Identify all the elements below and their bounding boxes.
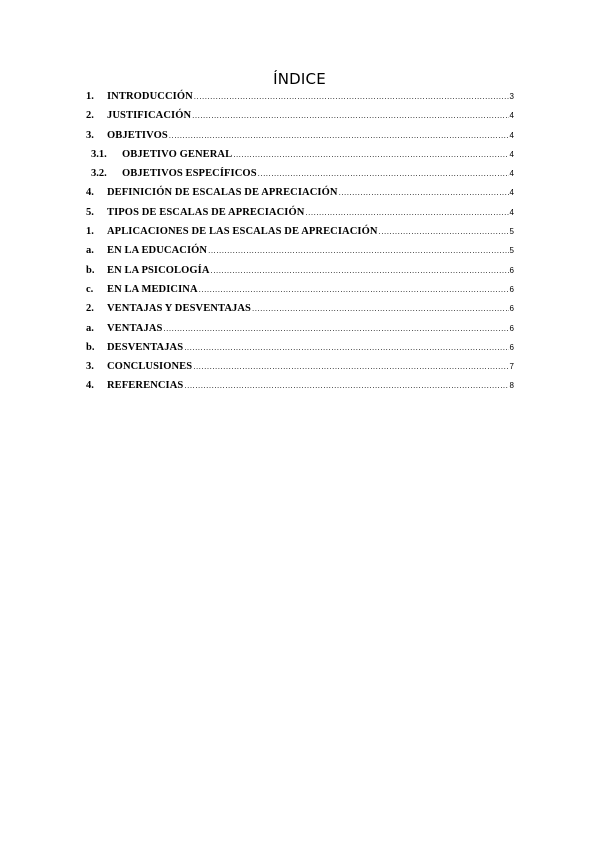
toc-entry-page: 4	[509, 188, 514, 198]
toc-entry-page: 3	[509, 92, 514, 101]
toc-entry-number: 3.	[86, 129, 94, 141]
toc-entry-label: CONCLUSIONES	[107, 361, 193, 373]
toc-entry-label: TIPOS DE ESCALAS DE APRECIACIÓN	[107, 206, 305, 218]
toc-entry-number: 2.	[86, 303, 94, 315]
dot-leader	[163, 324, 508, 333]
toc-entry-number: c.	[86, 283, 94, 295]
toc-entry-label: VENTAJAS Y DESVENTAJAS	[107, 303, 251, 315]
dot-leader	[194, 92, 509, 101]
dot-leader	[305, 208, 508, 217]
toc-entry-page: 4	[509, 207, 514, 217]
toc-entry-number: 4.	[86, 380, 94, 392]
dot-leader	[233, 150, 508, 159]
dot-leader	[192, 111, 508, 120]
dot-leader	[258, 169, 509, 178]
toc-entry-label: EN LA EDUCACIÓN	[107, 245, 208, 257]
dot-leader	[339, 188, 509, 197]
dot-leader	[184, 343, 508, 352]
toc-entry-number: b.	[86, 341, 95, 353]
toc-entry-objetivos[interactable]	[86, 130, 514, 149]
toc-entry-label: APLICACIONES DE LAS ESCALAS DE APRECIACIÓN	[107, 226, 378, 238]
toc-entry-psicologia[interactable]	[86, 265, 514, 284]
table-of-contents	[86, 91, 514, 400]
toc-entry-number: 1.	[86, 226, 94, 238]
dot-leader	[208, 246, 508, 255]
toc-entry-label: EN LA PSICOLOGÍA	[107, 264, 210, 276]
toc-entry-number: a.	[86, 245, 94, 257]
toc-entry-label: INTRODUCCIÓN	[107, 91, 193, 102]
toc-entry-label: DESVENTAJAS	[107, 341, 184, 353]
toc-entry-desventajas[interactable]	[86, 342, 514, 361]
toc-entry-page: 4	[509, 169, 514, 179]
toc-entry-page: 4	[509, 111, 514, 121]
toc-entry-educacion[interactable]	[86, 245, 514, 264]
toc-entry-number: 3.2.	[91, 168, 107, 180]
dot-leader	[252, 304, 509, 313]
toc-entry-number: a.	[86, 322, 94, 334]
toc-entry-justificacion[interactable]	[86, 110, 514, 129]
toc-entry-page: 4	[509, 149, 514, 159]
toc-entry-definicion[interactable]	[86, 187, 514, 206]
toc-entry-number: 2.	[86, 110, 94, 122]
dot-leader	[379, 227, 509, 236]
toc-entry-label: OBJETIVO GENERAL	[122, 148, 233, 160]
toc-entry-number: b.	[86, 264, 95, 276]
toc-entry-page: 8	[509, 381, 514, 391]
toc-entry-objetivo-general[interactable]	[86, 149, 514, 168]
toc-title: ÍNDICE	[273, 70, 326, 88]
toc-entry-label: VENTAJAS	[107, 322, 163, 334]
toc-entry-number: 3.	[86, 361, 94, 373]
toc-entry-objetivos-especificos[interactable]	[86, 168, 514, 187]
toc-entry-label: EN LA MEDICINA	[107, 283, 198, 295]
dot-leader	[211, 266, 509, 275]
toc-entry-conclusiones[interactable]	[86, 361, 514, 380]
toc-entry-medicina[interactable]	[86, 284, 514, 303]
toc-entry-ventajas[interactable]	[86, 323, 514, 342]
toc-entry-page: 5	[509, 227, 514, 237]
toc-entry-label: JUSTIFICACIÓN	[107, 110, 192, 122]
toc-entry-tipos[interactable]	[86, 207, 514, 226]
toc-entry-page: 5	[509, 246, 514, 256]
toc-entry-page: 6	[509, 284, 514, 294]
toc-entry-page: 7	[509, 362, 514, 372]
toc-entry-label: OBJETIVOS	[107, 129, 168, 141]
toc-entry-ventajas-desventajas[interactable]	[86, 303, 514, 322]
toc-entry-number: 1.	[86, 91, 94, 102]
toc-entry-label: OBJETIVOS ESPECÍFICOS	[122, 168, 257, 180]
dot-leader	[169, 131, 509, 140]
toc-entry-number: 5.	[86, 206, 94, 218]
dot-leader	[199, 285, 509, 294]
toc-entry-page: 6	[509, 265, 514, 275]
toc-entry-page: 6	[509, 342, 514, 352]
toc-entry-aplicaciones[interactable]	[86, 226, 514, 245]
toc-entry-referencias[interactable]	[86, 380, 514, 399]
toc-entry-number: 4.	[86, 187, 94, 199]
toc-entry-label: REFERENCIAS	[107, 380, 184, 392]
toc-entry-label: DEFINICIÓN DE ESCALAS DE APRECIACIÓN	[107, 187, 338, 199]
toc-entry-page: 4	[509, 130, 514, 140]
toc-entry-page: 6	[509, 304, 514, 314]
dot-leader	[184, 381, 508, 390]
dot-leader	[193, 362, 508, 371]
toc-entry-page: 6	[509, 323, 514, 333]
toc-entry-introduccion[interactable]	[86, 91, 514, 110]
toc-entry-number: 3.1.	[91, 148, 107, 160]
